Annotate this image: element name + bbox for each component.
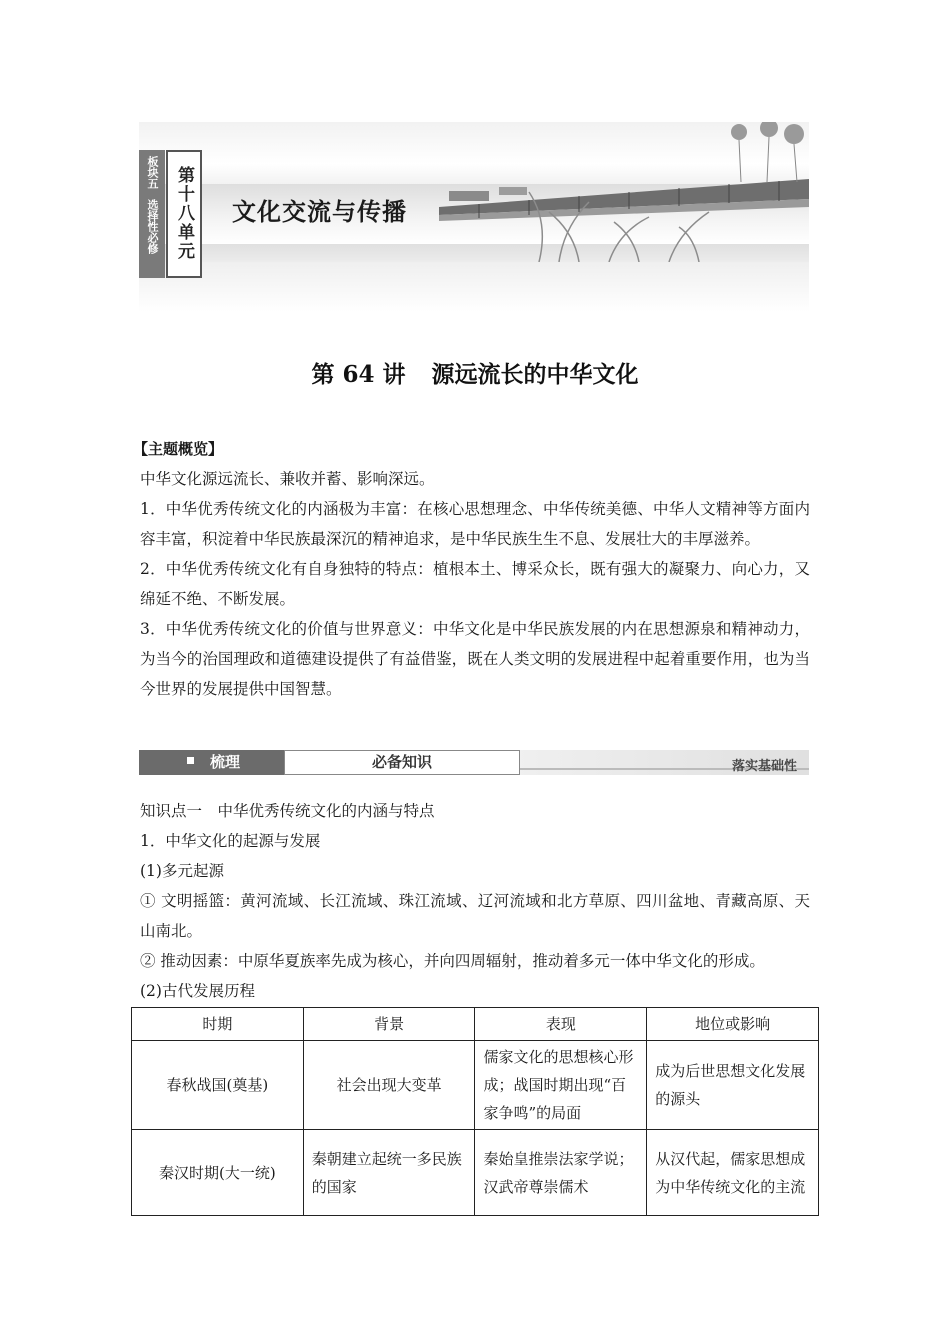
lecture-heading	[0, 356, 950, 389]
board-tab	[139, 150, 165, 278]
table-header-row	[132, 1008, 819, 1041]
knowledge-section	[140, 796, 810, 1006]
section-tag-light: 必备知识	[284, 750, 520, 775]
table-cell: 秦汉时期(大一统)	[132, 1130, 304, 1216]
table-cell: 成为后世思想文化发展的源头	[647, 1041, 819, 1130]
table-header-background: 背景	[303, 1008, 475, 1041]
unit-title: 文化交流与传播	[232, 198, 407, 226]
table-cell: 儒家文化的思想核心形成；战国时期出现“百家争鸣”的局面	[475, 1041, 647, 1130]
unit-label-box	[166, 150, 202, 278]
overview-section	[133, 434, 813, 464]
knowledge-sub-1-2: (2)古代发展历程	[140, 982, 255, 1000]
knowledge-point-title: 知识点一 中华优秀传统文化的内涵与特点	[140, 802, 435, 820]
board-tab-top: 板块五	[146, 156, 159, 189]
table-header-manifestation: 表现	[475, 1008, 647, 1041]
knowledge-sub-1: 1．中华文化的起源与发展	[140, 832, 321, 850]
banner-shadow	[139, 262, 809, 312]
overview-point-3: 3．中华优秀传统文化的价值与世界意义：中华文化是中华民族发展的内在思想源泉和精神动力，为当今的治国理政和道德建设提供了有益借鉴，既在人类文明的发展进程中起着重要作用，也为当今世界的发展提供中国智慧。	[140, 620, 810, 698]
overview-point-2: 2．中华优秀传统文化有自身独特的特点：植根本土、博采众长，既有强大的凝聚力、向心力，又绵延不绝、不断发展。	[140, 560, 810, 608]
banner-trees-image	[719, 122, 809, 182]
overview-point-1: 1．中华优秀传统文化的内涵极为丰富：在核心思想理念、中华传统美德、中华人文精神等方面内容丰富，积淀着中华民族最深沉的精神追求，是中华民族生生不息、发展壮大的丰厚滋养。	[140, 500, 810, 548]
overview-body	[140, 464, 810, 704]
overview-heading: 【主题概览】	[133, 440, 224, 458]
lecture-title: 源远流长的中华文化	[431, 361, 639, 388]
banner-reeds-image	[519, 182, 739, 262]
unit-label: 第十八单元	[174, 166, 194, 261]
section-bar	[139, 750, 809, 775]
table-header-period: 时期	[132, 1008, 304, 1041]
board-tab-bottom: 选择性必修	[146, 199, 159, 254]
square-bullet-icon	[187, 757, 194, 764]
lecture-number: 第 64 讲	[311, 361, 406, 388]
table-cell: 从汉代起，儒家思想成为中华传统文化的主流	[647, 1130, 819, 1216]
knowledge-item-2: ② 推动因素：中原华夏族率先成为核心，并向四周辐射，推动着多元一体中华文化的形成。	[140, 952, 765, 970]
overview-intro: 中华文化源远流长、兼收并蓄、影响深远。	[140, 470, 435, 488]
knowledge-sub-1-1: (1)多元起源	[140, 862, 224, 880]
history-table	[131, 1007, 819, 1216]
table-row	[132, 1041, 819, 1130]
table-cell: 秦始皇推崇法家学说；汉武帝尊崇儒术	[475, 1130, 647, 1216]
table-cell: 秦朝建立起统一多民族的国家	[303, 1130, 475, 1216]
table-cell: 社会出现大变革	[303, 1041, 475, 1130]
section-tag-right: 落实基础性	[731, 759, 797, 774]
table-header-impact: 地位或影响	[647, 1008, 819, 1041]
table-cell: 春秋战国(奠基)	[132, 1041, 304, 1130]
section-tag-dark: 梳理	[139, 750, 284, 775]
knowledge-item-1: ① 文明摇篮：黄河流域、长江流域、珠江流域、辽河流域和北方草原、四川盆地、青藏高原、天山南北。	[140, 892, 810, 940]
table-row	[132, 1130, 819, 1216]
